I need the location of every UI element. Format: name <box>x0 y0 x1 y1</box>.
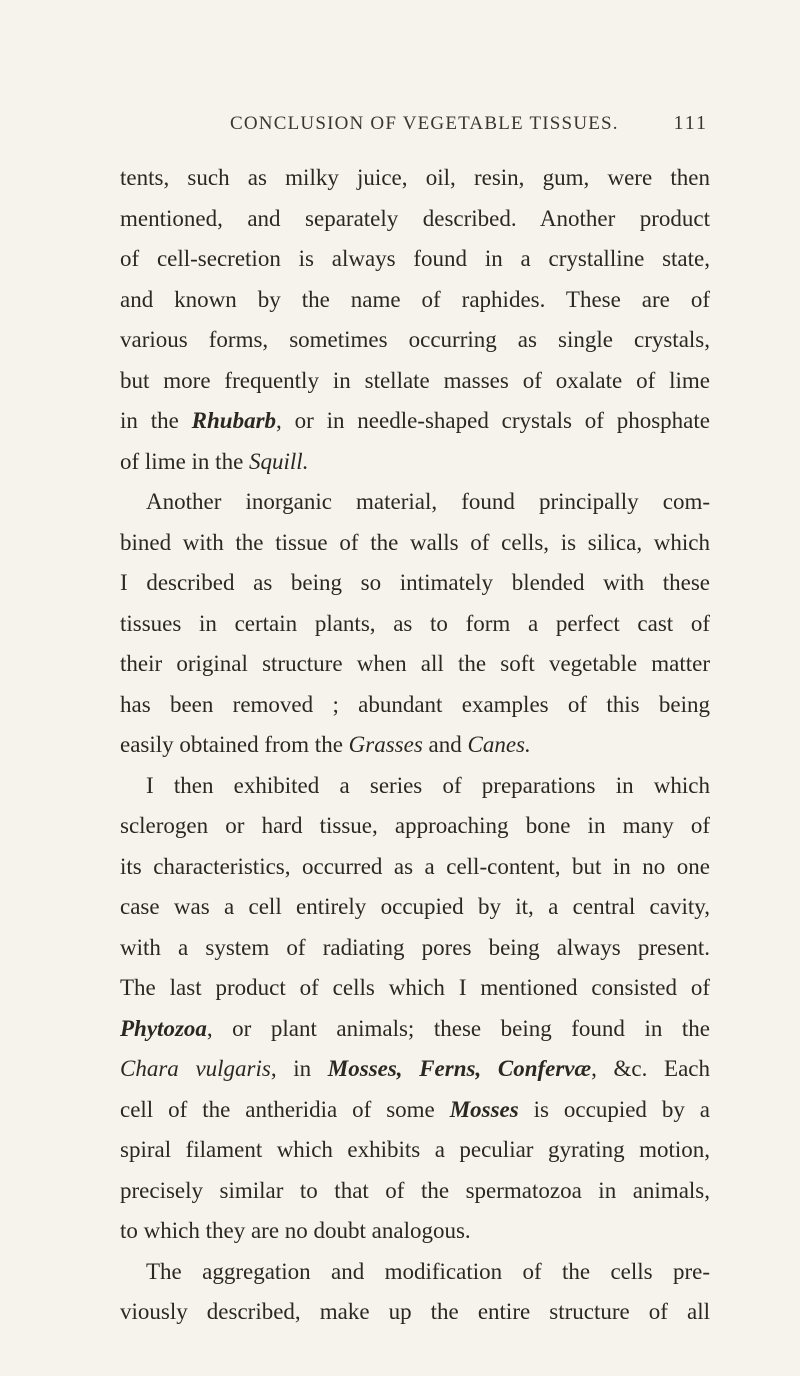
text-line: in the Rhubarb, or in needle-shaped crystals of phosphate <box>120 408 710 433</box>
text-line: Chara vulgaris, in Mosses, Ferns, Confervæ, &c. Each <box>120 1056 710 1081</box>
text-line: to which they are no doubt analogous. <box>120 1218 471 1243</box>
body-text <box>120 158 710 1333</box>
text-line: cell of the antheridia of some Mosses is occupied by a <box>120 1096 710 1122</box>
text-line: and known by the name of raphides. These are of <box>120 286 710 312</box>
text-line: tissues in certain plants, as to form a perfect cast of <box>120 610 710 636</box>
italic-term: Mosses, Ferns, Confervæ <box>327 1056 592 1081</box>
paragraph-start: The aggregation and modification of the cells pre- <box>146 1258 710 1284</box>
text-line: of cell-secretion is always found in a crystalline state, <box>120 246 710 271</box>
text-line: with a system of radiating pores being always present. <box>120 934 710 960</box>
text-line: but more frequently in stellate masses of oxalate of lime <box>120 367 710 393</box>
italic-term: Squill. <box>249 448 309 474</box>
text-line: The last product of cells which I mentioned consisted of <box>120 975 710 1000</box>
text-line: I described as being so intimately blended with these <box>120 570 710 595</box>
text-line: of lime in the Squill. <box>120 448 309 474</box>
text-line: its characteristics, occurred as a cell-content, but in no one <box>120 853 710 879</box>
italic-term: Chara vulgaris <box>120 1056 271 1081</box>
text-line: viously described, make up the entire structure of all <box>120 1299 710 1324</box>
text-line: Phytozoa, or plant animals; these being found in the <box>120 1015 710 1041</box>
text-line: various forms, sometimes occurring as single crystals, <box>120 327 710 352</box>
italic-term: Grasses <box>348 732 423 757</box>
text-line: sclerogen or hard tissue, approaching bone in many of <box>120 813 710 838</box>
chapter-title: CONCLUSION OF VEGETABLE TISSUES. <box>230 113 619 134</box>
italic-term: Rhubarb <box>191 408 277 433</box>
text-line: tents, such as milky juice, oil, resin, gum, were then <box>120 165 710 190</box>
italic-term: Mosses <box>449 1096 519 1122</box>
paragraph-start: I then exhibited a series of preparations in which <box>146 772 710 798</box>
text-line: spiral filament which exhibits a peculiar gyrating motion, <box>120 1137 710 1162</box>
text-line: case was a cell entirely occupied by it, a central cavity, <box>120 894 710 919</box>
text-line: bined with the tissue of the walls of cells, is silica, which <box>120 529 710 555</box>
text-line: their original structure when all the soft vegetable matter <box>120 651 710 676</box>
italic-term: Canes. <box>467 732 531 757</box>
text-line: precisely similar to that of the spermatozoa in animals, <box>120 1177 710 1203</box>
text-line: has been removed ; abundant examples of this being <box>120 691 710 717</box>
text-line: mentioned, and separately described. Another product <box>120 205 710 231</box>
running-head <box>230 112 708 135</box>
text-line: easily obtained from the Grasses and Canes. <box>120 732 531 757</box>
paragraph-start: Another inorganic material, found principally com- <box>146 489 710 514</box>
italic-term: Phytozoa <box>120 1015 207 1041</box>
page-number: 111 <box>673 112 708 134</box>
